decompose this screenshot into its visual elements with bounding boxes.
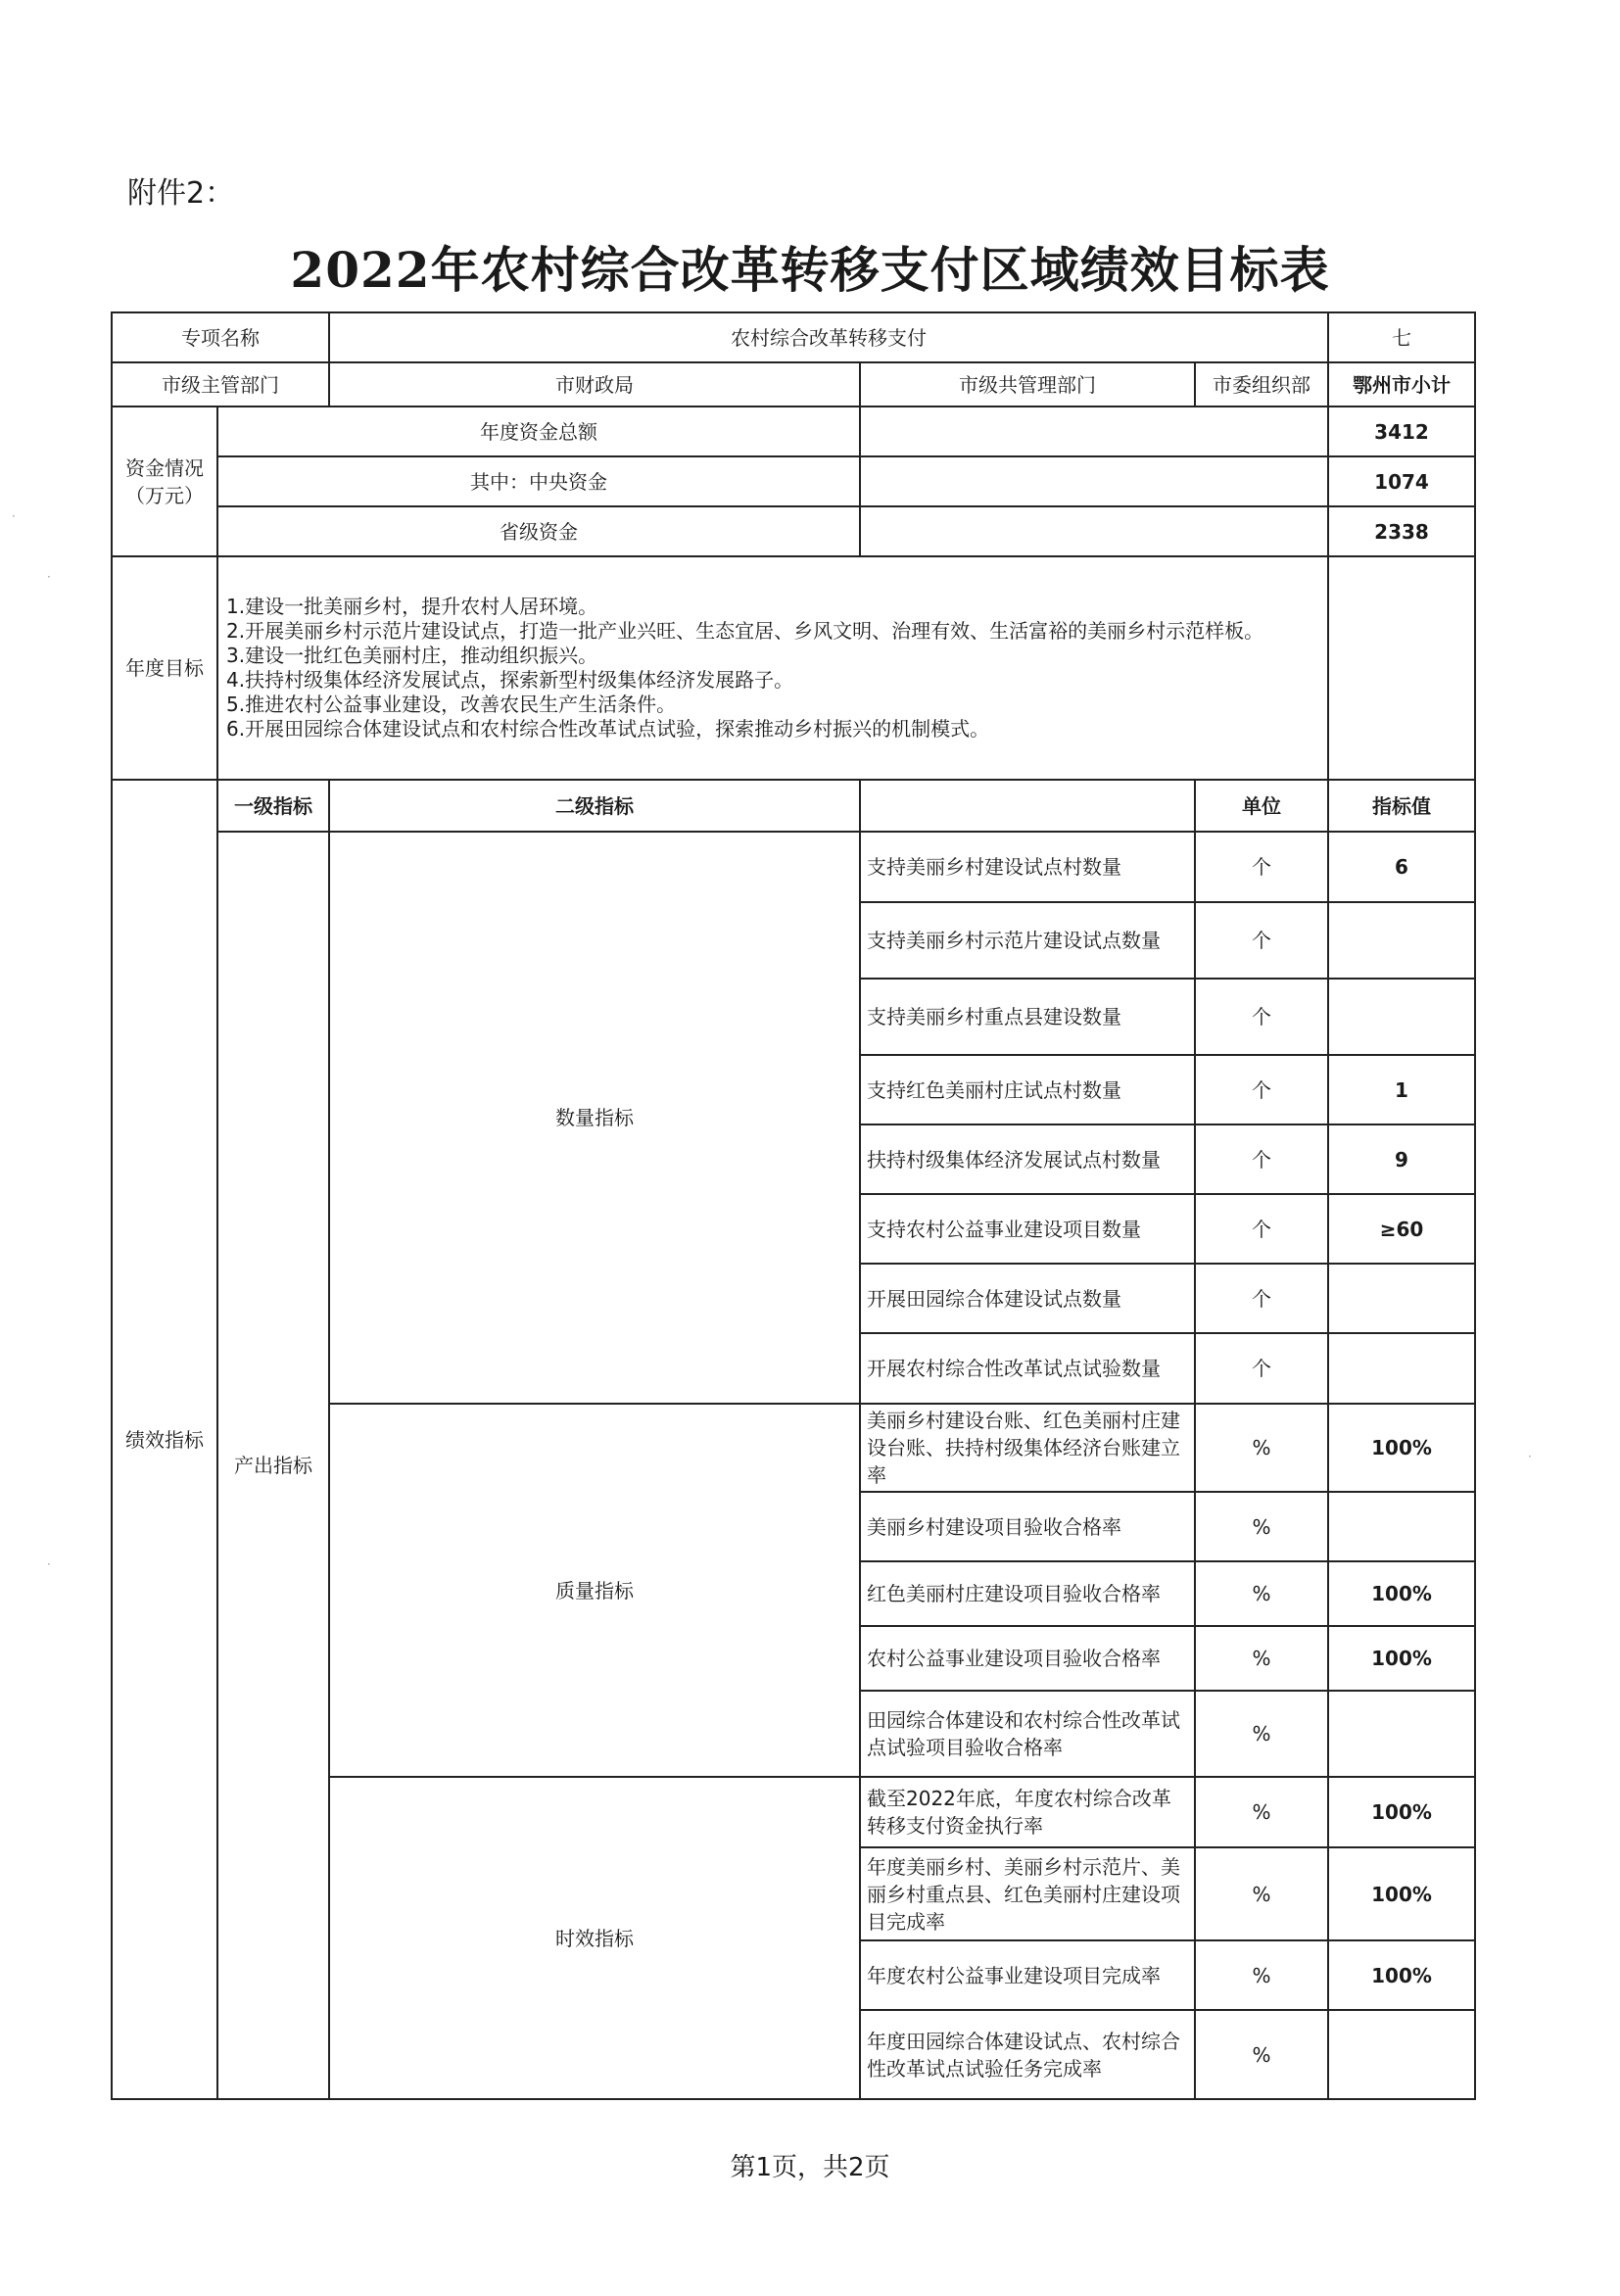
indicator-unit: % bbox=[1195, 1691, 1328, 1777]
perf-label: 绩效指标 bbox=[112, 780, 217, 2099]
page-title: 2022年农村综合改革转移支付区域绩效目标表 bbox=[290, 241, 1330, 299]
indicator-value: 100% bbox=[1328, 1940, 1475, 2010]
goal-line: 5.推进农村公益事业建设，改善农民生产生活条件。 bbox=[226, 693, 677, 716]
indicator-value: 6 bbox=[1328, 832, 1475, 902]
indicator-value: 100% bbox=[1328, 1847, 1475, 1940]
indicator-unit: 个 bbox=[1195, 1055, 1328, 1124]
indicator-value: 1 bbox=[1328, 1055, 1475, 1124]
scan-speck: · bbox=[1528, 1450, 1532, 1463]
table-row bbox=[112, 832, 1475, 902]
indicator-unit: 个 bbox=[1195, 1333, 1328, 1404]
funds-central-label: 其中：中央资金 bbox=[217, 456, 860, 506]
indicator-item: 支持农村公益事业建设项目数量 bbox=[860, 1194, 1195, 1264]
co-dept: 市委组织部 bbox=[1195, 362, 1328, 407]
indicator-unit: % bbox=[1195, 1847, 1328, 1940]
indicator-item: 扶持村级集体经济发展试点村数量 bbox=[860, 1124, 1195, 1194]
project-name: 农村综合改革转移支付 bbox=[329, 312, 1328, 362]
indicator-item: 支持美丽乡村示范片建设试点数量 bbox=[860, 902, 1195, 979]
indicator-item: 年度美丽乡村、美丽乡村示范片、美丽乡村重点县、红色美丽村庄建设项目完成率 bbox=[860, 1847, 1195, 1940]
scan-speck: · bbox=[12, 509, 16, 523]
attachment-label: 附件2： bbox=[127, 176, 235, 211]
empty-cell bbox=[860, 506, 1328, 556]
indicator-unit: % bbox=[1195, 1626, 1328, 1691]
funds-central-row bbox=[112, 456, 1475, 506]
indicator-item: 年度农村公益事业建设项目完成率 bbox=[860, 1940, 1195, 2010]
indicator-item: 美丽乡村建设项目验收合格率 bbox=[860, 1492, 1195, 1561]
sequence-number: 七 bbox=[1328, 312, 1475, 362]
level1-output: 产出指标 bbox=[217, 832, 329, 2099]
group-timeliness: 时效指标 bbox=[329, 1777, 860, 2099]
indicator-unit: 个 bbox=[1195, 1264, 1328, 1333]
indicator-value: 9 bbox=[1328, 1124, 1475, 1194]
indicator-value bbox=[1328, 2010, 1475, 2099]
empty-cell bbox=[860, 780, 1195, 832]
indicator-item: 红色美丽村庄建设项目验收合格率 bbox=[860, 1561, 1195, 1626]
group-quality: 质量指标 bbox=[329, 1404, 860, 1777]
indicator-unit: % bbox=[1195, 1492, 1328, 1561]
perf-header-row bbox=[112, 780, 1475, 832]
page-number: 第1页，共2页 bbox=[730, 2153, 890, 2182]
indicator-unit: 个 bbox=[1195, 902, 1328, 979]
co-dept-label: 市级共管理部门 bbox=[860, 362, 1195, 407]
indicator-item: 支持红色美丽村庄试点村数量 bbox=[860, 1055, 1195, 1124]
funds-provincial-row bbox=[112, 506, 1475, 556]
goal-line: 1.建设一批美丽乡村，提升农村人居环境。 bbox=[226, 595, 598, 618]
col-level1-header: 一级指标 bbox=[217, 780, 329, 832]
dept-label: 市级主管部门 bbox=[112, 362, 329, 407]
goal-line: 4.扶持村级集体经济发展试点，探索新型村级集体经济发展路子。 bbox=[226, 668, 794, 692]
indicator-unit: % bbox=[1195, 1561, 1328, 1626]
funds-central-value: 1074 bbox=[1328, 456, 1475, 506]
indicator-unit: % bbox=[1195, 1777, 1328, 1847]
indicator-unit: 个 bbox=[1195, 1194, 1328, 1264]
indicator-unit: 个 bbox=[1195, 979, 1328, 1055]
indicator-item: 农村公益事业建设项目验收合格率 bbox=[860, 1626, 1195, 1691]
indicator-value: 100% bbox=[1328, 1404, 1475, 1492]
indicator-value: 100% bbox=[1328, 1626, 1475, 1691]
goal-line: 6.开展田园综合体建设试点和农村综合性改革试点试验，探索推动乡村振兴的机制模式。 bbox=[226, 717, 990, 741]
empty-cell bbox=[1328, 556, 1475, 780]
goals-label: 年度目标 bbox=[112, 556, 217, 780]
indicator-item: 美丽乡村建设台账、红色美丽村庄建设台账、扶持村级集体经济台账建立率 bbox=[860, 1404, 1195, 1492]
project-name-row bbox=[112, 312, 1475, 362]
department-row bbox=[112, 362, 1475, 407]
indicator-value bbox=[1328, 979, 1475, 1055]
goal-line: 3.建设一批红色美丽村庄，推动组织振兴。 bbox=[226, 644, 598, 667]
funds-label: 资金情况（万元） bbox=[112, 407, 217, 556]
funds-total-row bbox=[112, 407, 1475, 456]
indicator-item: 田园综合体建设和农村综合性改革试点试验项目验收合格率 bbox=[860, 1691, 1195, 1777]
indicator-value bbox=[1328, 902, 1475, 979]
indicator-unit: % bbox=[1195, 2010, 1328, 2099]
funds-provincial-value: 2338 bbox=[1328, 506, 1475, 556]
col-value-header: 指标值 bbox=[1328, 780, 1475, 832]
performance-target-table bbox=[111, 311, 1476, 2100]
indicator-unit: 个 bbox=[1195, 832, 1328, 902]
indicator-value: 100% bbox=[1328, 1777, 1475, 1847]
goals-text bbox=[217, 556, 1328, 780]
empty-cell bbox=[860, 456, 1328, 506]
indicator-value: 100% bbox=[1328, 1561, 1475, 1626]
col-level2-header: 二级指标 bbox=[329, 780, 860, 832]
indicator-value bbox=[1328, 1333, 1475, 1404]
indicator-item: 支持美丽乡村重点县建设数量 bbox=[860, 979, 1195, 1055]
scan-speck: · bbox=[47, 570, 51, 584]
indicator-item: 开展农村综合性改革试点试验数量 bbox=[860, 1333, 1195, 1404]
indicator-value bbox=[1328, 1691, 1475, 1777]
indicator-item: 年度田园综合体建设试点、农村综合性改革试点试验任务完成率 bbox=[860, 2010, 1195, 2099]
dept: 市财政局 bbox=[329, 362, 860, 407]
funds-total-value: 3412 bbox=[1328, 407, 1475, 456]
subtotal-label: 鄂州市小计 bbox=[1328, 362, 1475, 407]
indicator-unit: 个 bbox=[1195, 1124, 1328, 1194]
col-unit-header: 单位 bbox=[1195, 780, 1328, 832]
indicator-value bbox=[1328, 1492, 1475, 1561]
empty-cell bbox=[860, 407, 1328, 456]
indicator-unit: % bbox=[1195, 1404, 1328, 1492]
indicator-value: ≥60 bbox=[1328, 1194, 1475, 1264]
project-name-label: 专项名称 bbox=[112, 312, 329, 362]
indicator-item: 开展田园综合体建设试点数量 bbox=[860, 1264, 1195, 1333]
indicator-value bbox=[1328, 1264, 1475, 1333]
goals-row bbox=[112, 556, 1475, 780]
funds-provincial-label: 省级资金 bbox=[217, 506, 860, 556]
indicator-item: 支持美丽乡村建设试点村数量 bbox=[860, 832, 1195, 902]
scan-speck: · bbox=[47, 1557, 51, 1571]
indicator-unit: % bbox=[1195, 1940, 1328, 2010]
indicator-item: 截至2022年底，年度农村综合改革转移支付资金执行率 bbox=[860, 1777, 1195, 1847]
funds-total-label: 年度资金总额 bbox=[217, 407, 860, 456]
group-quantity: 数量指标 bbox=[329, 832, 860, 1404]
goal-line: 2.开展美丽乡村示范片建设试点，打造一批产业兴旺、生态宜居、乡风文明、治理有效、生活富裕的美丽乡村示范样板。 bbox=[226, 619, 1264, 643]
